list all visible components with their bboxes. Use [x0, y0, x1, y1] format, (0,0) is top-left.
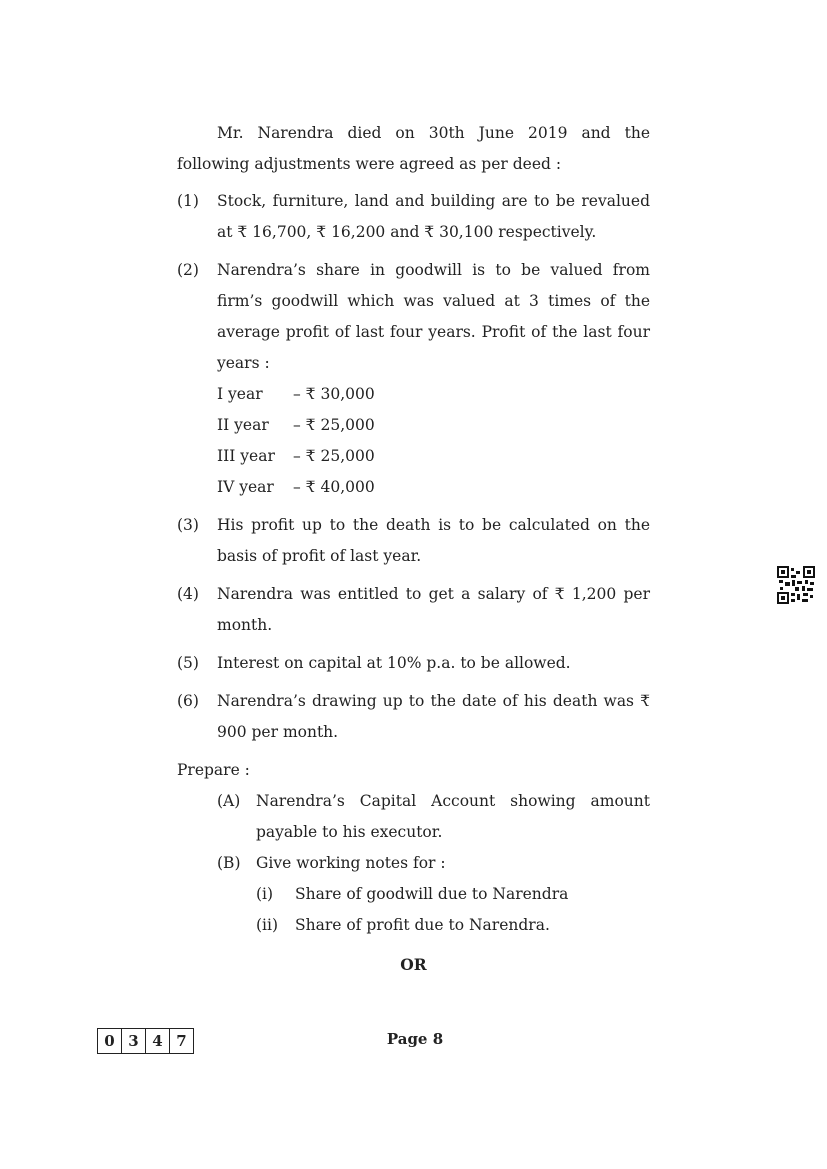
profit-row	[217, 441, 650, 472]
working-note-text: Share of goodwill due to Narendra	[295, 885, 569, 903]
working-note-number: (ii)	[256, 916, 279, 934]
working-note-text: Share of profit due to Narendra.	[295, 916, 550, 934]
item-text: Narendra’s share in goodwill is to be valued from firm’s goodwill which was valued at 3 times of the average profit of last four years. Profit of the last four years :	[217, 261, 650, 372]
page-number: Page 8	[386, 1030, 444, 1048]
item-number: (2)	[177, 261, 199, 279]
profit-year: II year	[217, 416, 269, 434]
prepare-number: (B)	[217, 854, 241, 872]
profit-amount: – ₹ 40,000	[293, 478, 375, 496]
item-number: (1)	[177, 192, 199, 210]
qr-code-icon	[777, 566, 815, 604]
question-body	[177, 118, 650, 980]
prepare-text: Narendra’s Capital Account showing amount payable to his executor.	[256, 792, 650, 841]
profit-amount: – ₹ 25,000	[293, 416, 375, 434]
prepare-number: (A)	[217, 792, 241, 810]
prepare-item	[217, 848, 650, 879]
item-text: Interest on capital at 10% p.a. to be allowed.	[217, 654, 571, 672]
prepare-text: Give working notes for :	[256, 854, 446, 872]
or-divider: OR	[400, 955, 427, 974]
profit-year: IV year	[217, 478, 274, 496]
profit-year: III year	[217, 447, 275, 465]
profit-row	[217, 410, 650, 441]
item-text: Narendra was entitled to get a salary of ₹ 1,200 per month.	[217, 585, 650, 634]
profit-table	[217, 379, 650, 503]
item-text: His profit up to the death is to be calculated on the basis of profit of last year.	[217, 516, 650, 565]
adjustment-item	[177, 255, 650, 503]
profit-year: I year	[217, 385, 263, 403]
item-number: (4)	[177, 585, 199, 603]
item-number: (6)	[177, 692, 199, 710]
working-note-item	[256, 879, 650, 910]
paper-code-digit: 0	[98, 1029, 122, 1053]
paper-code-digit: 4	[146, 1029, 170, 1053]
item-number: (3)	[177, 516, 199, 534]
profit-row	[217, 379, 650, 410]
adjustment-item	[177, 579, 650, 641]
adjustment-item	[177, 686, 650, 748]
prepare-item	[217, 786, 650, 848]
profit-amount: – ₹ 30,000	[293, 385, 375, 403]
working-note-number: (i)	[256, 885, 274, 903]
adjustment-item	[177, 186, 650, 248]
working-note-item	[256, 910, 650, 941]
profit-amount: – ₹ 25,000	[293, 447, 375, 465]
item-text: Narendra’s drawing up to the date of his death was ₹ 900 per month.	[217, 692, 650, 741]
profit-row	[217, 472, 650, 503]
prepare-label: Prepare :	[177, 761, 250, 779]
paper-code-digit: 3	[122, 1029, 146, 1053]
adjustment-item	[177, 510, 650, 572]
item-number: (5)	[177, 654, 199, 672]
adjustment-item	[177, 648, 650, 679]
item-text: Stock, furniture, land and building are to be revalued at ₹ 16,700, ₹ 16,200 and ₹ 30,100 respectively.	[217, 192, 650, 241]
intro-text: Mr. Narendra died on 30th June 2019 and the following adjustments were agreed as per deed :	[177, 124, 650, 173]
paper-code-digit: 7	[176, 1032, 187, 1050]
paper-code	[97, 1028, 194, 1054]
